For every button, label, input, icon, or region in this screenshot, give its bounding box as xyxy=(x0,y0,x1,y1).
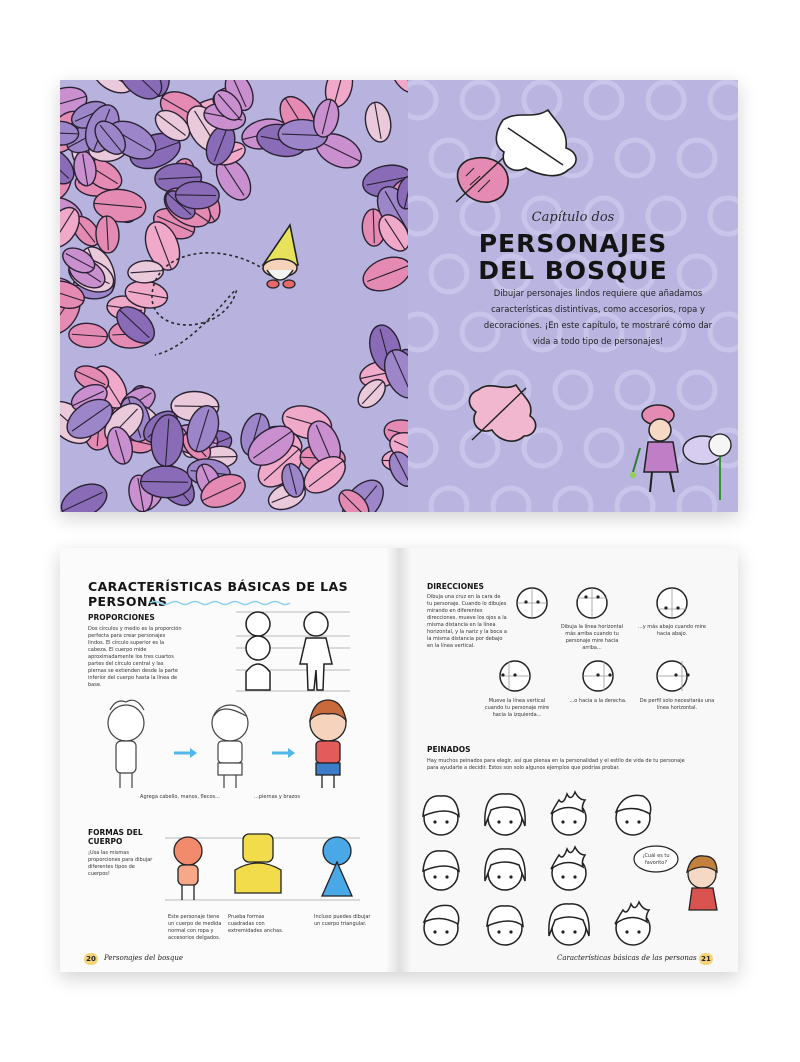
formas-caption-2: Prueba formas cuadradas con extremidades anchas. xyxy=(228,914,284,934)
chapter-title-line2: DEL BOSQUE xyxy=(478,256,668,285)
section-title: CARACTERÍSTICAS BÁSICAS DE LAS PERSONAS xyxy=(88,579,349,609)
direcciones-heading: DIRECCIONES xyxy=(427,582,484,591)
peinados-body: Hay muchos peinados para elegir, así que piensa en la personalidad y el estilo de vida de tu personaje para ayudarte a decidir. Estos son solo algunos ejemplos que podrías probar. xyxy=(427,758,685,771)
direcciones-body: Dibuja una cruz en la cara de tu personaje. Cuando lo dibujes mirando en diferentes direcciones, mueve los ojos a la misma distancia en la línea horizontal, y la nariz y la boca a la misma distancia por debajo en la línea vertical. xyxy=(427,594,507,649)
leaf-wreath-illustration xyxy=(60,80,408,512)
chapter-intro-page xyxy=(408,80,738,512)
left-page-art xyxy=(60,548,399,972)
hairstyle-head xyxy=(615,902,650,945)
hairstyle-head xyxy=(485,849,525,890)
direcciones-caption-3: Mueve la línea vertical cuando tu personaje mire hacia la izquierda... xyxy=(484,698,550,718)
pink-leaf-icon xyxy=(456,158,508,202)
formas-heading: FORMAS DEL CUERPO xyxy=(88,828,143,846)
formas-body: ¡Usa las mismas proporciones para dibujar diferentes tipos de cuerpos! xyxy=(88,850,153,877)
speech-bubble-text: ¡Cuál es tu favorito? xyxy=(642,853,670,866)
leaf-illustration-page xyxy=(60,80,408,512)
page-number-20: 20 xyxy=(84,953,98,965)
direcciones-caption-1: Dibuja la línea horizontal más arriba cuando tu personaje mire hacia arriba... xyxy=(560,624,624,651)
proporciones-caption-1: Agrega cabello, manos, flecos... xyxy=(140,794,220,800)
wavy-underline xyxy=(150,602,290,605)
cover-spread xyxy=(60,80,738,512)
inner-spread xyxy=(60,548,738,972)
sketch-figure-2 xyxy=(212,705,248,788)
face-front xyxy=(517,588,547,618)
hairstyle-head xyxy=(616,795,651,835)
face-right xyxy=(583,661,613,691)
proportion-circles xyxy=(246,612,270,690)
hairstyle-head xyxy=(423,796,459,835)
page-20 xyxy=(60,548,399,972)
hairstyle-head xyxy=(424,905,459,945)
square-body-figure xyxy=(235,834,281,893)
leaf-shape xyxy=(175,181,219,209)
proporciones-caption-2: ...piernas y brazos xyxy=(254,794,300,800)
proporciones-heading: PROPORCIONES xyxy=(88,613,155,622)
leaf-shape xyxy=(140,466,192,498)
hairstyle-head xyxy=(551,792,586,835)
peinados-heading: PEINADOS xyxy=(427,745,471,754)
hairstyle-head xyxy=(423,851,459,890)
white-leaf-icon xyxy=(496,110,576,176)
footer-left: Personajes del bosque xyxy=(104,954,184,962)
hairstyle-head xyxy=(485,794,525,835)
mascot-character xyxy=(687,856,717,910)
colored-figure xyxy=(310,700,346,788)
direcciones-caption-2: ...y más abajo cuando mire hacia abajo. xyxy=(637,624,707,637)
chapter-title xyxy=(408,230,738,284)
normal-body-figure xyxy=(174,837,202,900)
triangle-body-figure xyxy=(322,837,352,896)
direcciones-caption-5: De perfil solo necesitarás una línea horizontal. xyxy=(639,698,715,711)
hairstyle-head xyxy=(551,847,586,890)
fairy-icon xyxy=(630,405,731,500)
sketch-figure-1 xyxy=(108,700,144,788)
face-profile xyxy=(657,661,690,691)
pink-oak-leaf-icon xyxy=(469,385,535,441)
face-down xyxy=(657,588,687,618)
face-up xyxy=(577,588,607,618)
proportion-body-figure xyxy=(300,612,332,690)
chapter-title-line1: PERSONAJES xyxy=(478,229,668,258)
formas-caption-3: Incluso puedes dibujar un cuerpo triangular. xyxy=(314,914,371,927)
chapter-intro-text: Dibujar personajes lindos requiere que añadamos características distintivas, como accesorios, ropa y decoraciones. ¡En este capítulo, te mostraré cómo dar vida a todo tipo de personajes! xyxy=(483,288,713,346)
chapter-label: Capítulo dos xyxy=(531,210,615,225)
page-21 xyxy=(399,548,738,972)
page-number-21: 21 xyxy=(699,953,713,965)
face-left xyxy=(500,661,530,691)
hairstyle-head xyxy=(487,906,523,945)
formas-caption-1: Este personaje tiene un cuerpo de medida normal con ropa y accesorios delgados. xyxy=(168,914,222,941)
hairstyle-head xyxy=(549,904,589,945)
footer-right: Características básicas de las personas xyxy=(557,954,697,962)
proporciones-body: Dos círculos y medio es la proporción perfecta para crear personajes lindos. El círculo superior es la cabeza. El cuerpo mide aproximadamente los tres cuartos partes del círculo central y las piernas se extienden desde la parte inferior del cuerpo hasta la línea de base. xyxy=(88,626,182,688)
direcciones-caption-4: ...o hacia a la derecha. xyxy=(569,698,627,704)
